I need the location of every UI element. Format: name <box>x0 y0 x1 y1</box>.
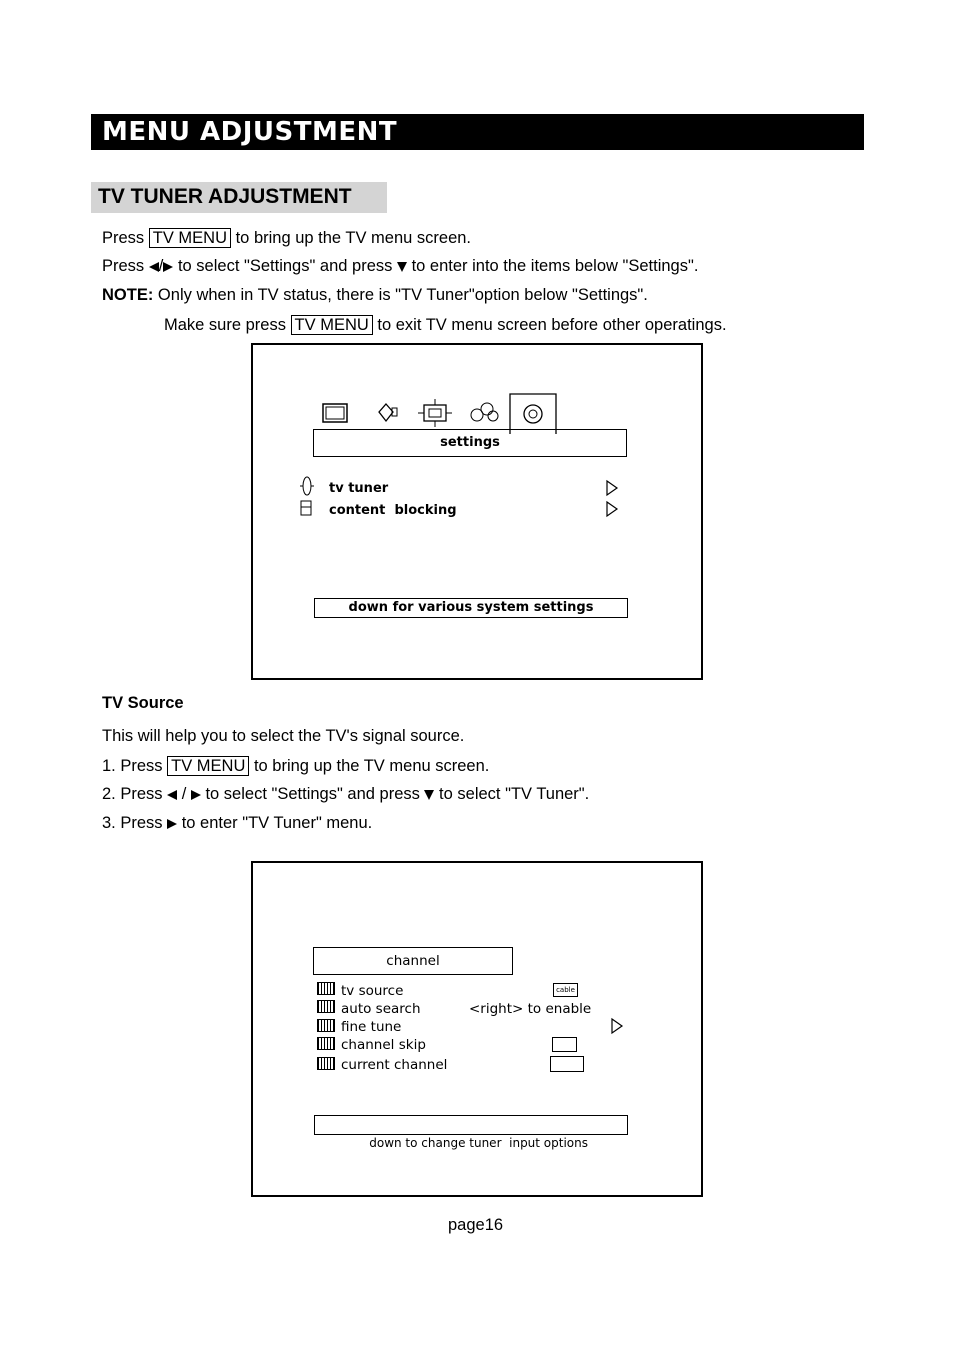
tv-menu-key: TV MENU <box>149 228 231 248</box>
tv-source-value[interactable]: cable <box>553 983 578 997</box>
right-arrow-icon <box>610 1017 624 1035</box>
text: to bring up the TV menu screen. <box>231 229 472 247</box>
text: Only when in TV status, there is "TV Tuner"option below "Settings". <box>153 286 648 304</box>
text: to enter "TV Tuner" menu. <box>177 814 373 832</box>
channel-skip-box[interactable] <box>552 1037 577 1052</box>
text: to select "Settings" and press <box>200 785 425 803</box>
text: / <box>158 257 164 275</box>
fine-tune-icon <box>317 1019 335 1032</box>
menu-item-content-blocking[interactable]: content blocking <box>329 503 457 518</box>
text: to enter into the items below "Settings". <box>411 257 699 275</box>
left-arrow-icon <box>167 790 177 800</box>
channel-skip-icon <box>317 1037 335 1050</box>
channel-title-bar <box>313 947 513 975</box>
tv-source-heading: TV Source <box>102 694 184 712</box>
auto-search-value: <right> to enable <box>469 1001 592 1017</box>
menu-item-current-channel[interactable]: current channel <box>341 1057 448 1073</box>
channel-hint-bar <box>314 1115 628 1150</box>
settings-title-bar <box>313 429 627 457</box>
text: 1. Press <box>102 757 168 775</box>
right-arrow-icon <box>605 479 619 497</box>
tv-menu-key: TV MENU <box>167 756 249 776</box>
intro-line-2 <box>102 257 698 276</box>
channel-screen <box>251 861 703 1197</box>
note-label: NOTE: <box>102 286 154 304</box>
current-channel-icon <box>317 1057 335 1070</box>
menu-item-channel-skip[interactable]: channel skip <box>341 1037 426 1053</box>
channel-hint: down to change tuner input options <box>369 1136 589 1150</box>
section-heading <box>91 182 387 213</box>
note-line <box>102 286 648 305</box>
text: to exit TV menu screen before other operatings. <box>372 316 727 334</box>
step-3 <box>102 814 372 833</box>
settings-title: settings <box>440 435 500 450</box>
intro-line-4 <box>164 315 727 335</box>
step-1 <box>102 756 489 776</box>
tv-source-icon <box>317 982 335 995</box>
text: to select "TV Tuner". <box>434 785 590 803</box>
right-arrow-icon <box>167 819 177 829</box>
auto-search-icon <box>317 1000 335 1013</box>
menu-item-fine-tune[interactable]: fine tune <box>341 1019 402 1035</box>
tuner-icon <box>297 475 317 497</box>
settings-screen <box>251 343 703 680</box>
text: 3. Press <box>102 814 168 832</box>
text: to select "Settings" and press <box>173 257 397 275</box>
text: Make sure press <box>164 316 291 334</box>
text: 2. Press <box>102 785 168 803</box>
intro-line-1 <box>102 228 471 248</box>
text: / <box>177 785 191 803</box>
menu-item-tv-tuner[interactable]: tv tuner <box>329 481 389 496</box>
text: Press <box>102 257 145 275</box>
channel-title: channel <box>386 953 440 969</box>
down-arrow-icon <box>397 262 407 272</box>
right-arrow-icon <box>605 500 619 518</box>
text: to bring up the TV menu screen. <box>249 757 490 775</box>
right-arrow-icon <box>191 790 201 800</box>
settings-hint-bar <box>314 598 628 618</box>
left-arrow-icon <box>149 262 159 272</box>
page-number: page16 <box>448 1216 504 1234</box>
tv-menu-key: TV MENU <box>291 315 373 335</box>
current-channel-box[interactable] <box>550 1056 584 1072</box>
page-title: MENU ADJUSTMENT <box>102 117 398 147</box>
section-title: TV TUNER ADJUSTMENT <box>98 185 352 208</box>
page-banner <box>91 114 864 150</box>
down-arrow-icon <box>424 790 434 800</box>
text: Press <box>102 229 149 247</box>
step-2 <box>102 785 589 804</box>
settings-hint: down for various system settings <box>348 600 594 615</box>
tv-source-desc: This will help you to select the TV's signal source. <box>102 727 465 745</box>
menu-item-tv-source[interactable]: tv source <box>341 983 404 999</box>
lock-icon <box>299 499 313 517</box>
right-arrow-icon <box>163 262 173 272</box>
menu-item-auto-search[interactable]: auto search <box>341 1001 421 1017</box>
